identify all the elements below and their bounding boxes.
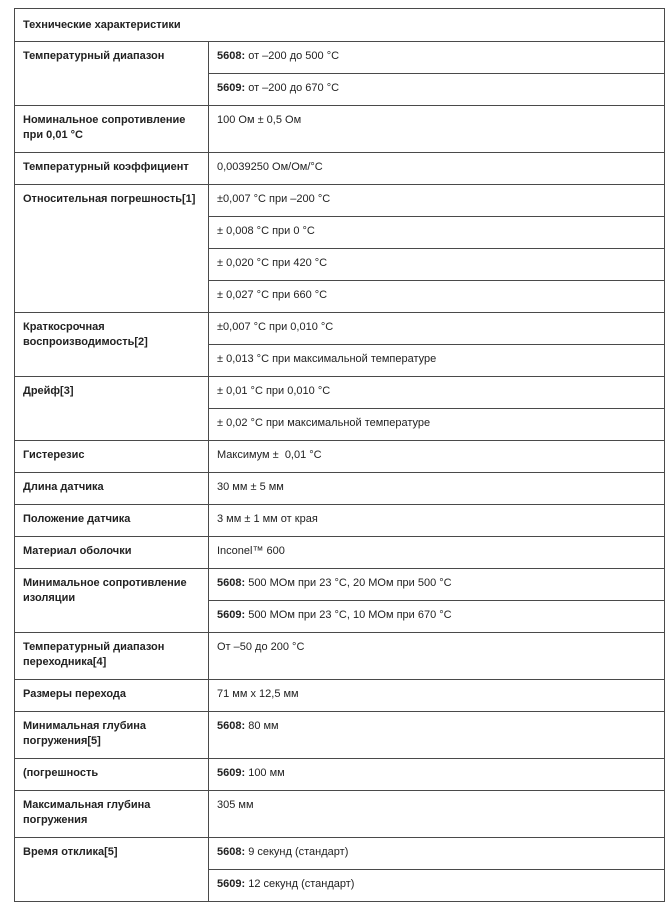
table-row (15, 712, 665, 759)
spec-value-text: 30 мм ± 5 мм (217, 481, 284, 493)
table-row (15, 838, 665, 870)
spec-value-text: ± 0,02 °C при максимальной температуре (217, 417, 431, 429)
spec-label: Температурный диапазон переходника[4] (15, 633, 209, 680)
spec-value (209, 870, 665, 902)
spec-value-text: ±0,007 °C при –200 °C (217, 193, 331, 205)
spec-label: Гистерезис (15, 441, 209, 473)
spec-value-text: ± 0,01 °C при 0,010 °C (217, 385, 331, 397)
table-row (15, 473, 665, 505)
spec-value-text: 500 МОм при 23 °C, 20 МОм при 500 °C (245, 577, 452, 589)
table-row (15, 759, 665, 791)
spec-label: Минимальная глубина погружения[5] (15, 712, 209, 759)
table-header-row (15, 9, 665, 42)
spec-value (209, 569, 665, 601)
model-number: 5608: (217, 577, 246, 589)
spec-value-text: ± 0,027 °C при 660 °C (217, 289, 328, 301)
spec-label: Температурный коэффициент (15, 153, 209, 185)
spec-value-text: 9 секунд (стандарт) (245, 846, 349, 858)
spec-value (209, 42, 665, 74)
spec-value (209, 712, 665, 759)
spec-label: Положение датчика (15, 505, 209, 537)
spec-value (209, 281, 665, 313)
table-row (15, 106, 665, 153)
model-number: 5608: (217, 50, 246, 62)
spec-value-text: От –50 до 200 °C (217, 641, 305, 653)
spec-label: Материал оболочки (15, 537, 209, 569)
spec-value (209, 106, 665, 153)
spec-value-text: 71 мм x 12,5 мм (217, 688, 299, 700)
spec-value (209, 249, 665, 281)
spec-value (209, 473, 665, 505)
table-body (15, 42, 665, 902)
spec-value-text: 500 МОм при 23 °C, 10 МОм при 670 °C (245, 609, 452, 621)
spec-value (209, 680, 665, 712)
spec-value (209, 633, 665, 680)
table-row (15, 791, 665, 838)
spec-value-text: 3 мм ± 1 мм от края (217, 513, 318, 525)
spec-value (209, 313, 665, 345)
model-number: 5609: (217, 609, 246, 621)
table-row (15, 185, 665, 217)
spec-value-text: Inconel™ 600 (217, 545, 285, 557)
spec-label: Минимальное сопротивление изоляции (15, 569, 209, 633)
spec-value (209, 601, 665, 633)
spec-value (209, 537, 665, 569)
spec-value-text: 80 мм (245, 720, 279, 732)
spec-value-text: ± 0,013 °C при максимальной температуре (217, 353, 437, 365)
table-row (15, 377, 665, 409)
table-row (15, 633, 665, 680)
spec-value (209, 345, 665, 377)
table-row (15, 680, 665, 712)
spec-value-text: 100 мм (245, 767, 285, 779)
table-row (15, 569, 665, 601)
spec-label: Температурный диапазон (15, 42, 209, 106)
model-number: 5609: (217, 878, 246, 890)
table-row (15, 537, 665, 569)
spec-label: Максимальная глубина погружения (15, 791, 209, 838)
spec-value (209, 217, 665, 249)
spec-value (209, 838, 665, 870)
spec-value (209, 377, 665, 409)
model-number: 5609: (217, 767, 246, 779)
spec-label: Длина датчика (15, 473, 209, 505)
model-number: 5608: (217, 846, 246, 858)
table-row (15, 441, 665, 473)
spec-value (209, 409, 665, 441)
model-number: 5608: (217, 720, 246, 732)
table-row (15, 505, 665, 537)
spec-value (209, 441, 665, 473)
spec-label: Время отклика[5] (15, 838, 209, 902)
spec-label: Номинальное сопротивление при 0,01 °C (15, 106, 209, 153)
spec-value (209, 153, 665, 185)
spec-value-text: от –200 до 500 °C (245, 50, 340, 62)
table-row (15, 153, 665, 185)
spec-value (209, 791, 665, 838)
spec-label: Относительная погрешность[1] (15, 185, 209, 313)
spec-label: Краткосрочная воспроизводимость[2] (15, 313, 209, 377)
table-title: Технические характеристики (15, 9, 665, 42)
spec-value (209, 185, 665, 217)
spec-value (209, 759, 665, 791)
spec-value-text: 305 мм (217, 799, 254, 811)
spec-value-text: ± 0,008 °C при 0 °C (217, 225, 315, 237)
table-row (15, 42, 665, 74)
spec-value-text: 12 секунд (стандарт) (245, 878, 355, 890)
spec-label: Дрейф[3] (15, 377, 209, 441)
spec-value-text: ±0,007 °C при 0,010 °C (217, 321, 334, 333)
spec-value-text: ± 0,020 °C при 420 °C (217, 257, 328, 269)
model-number: 5609: (217, 82, 246, 94)
spec-value-text: 100 Ом ± 0,5 Ом (217, 114, 302, 126)
spec-label: Размеры перехода (15, 680, 209, 712)
spec-value (209, 74, 665, 106)
specifications-table (14, 8, 665, 902)
table-row (15, 313, 665, 345)
spec-label: (погрешность (15, 759, 209, 791)
spec-value-text: Максимум ± 0,01 °C (217, 449, 322, 461)
spec-value (209, 505, 665, 537)
spec-value-text: 0,0039250 Ом/Ом/°C (217, 161, 323, 173)
spec-value-text: от –200 до 670 °C (245, 82, 340, 94)
